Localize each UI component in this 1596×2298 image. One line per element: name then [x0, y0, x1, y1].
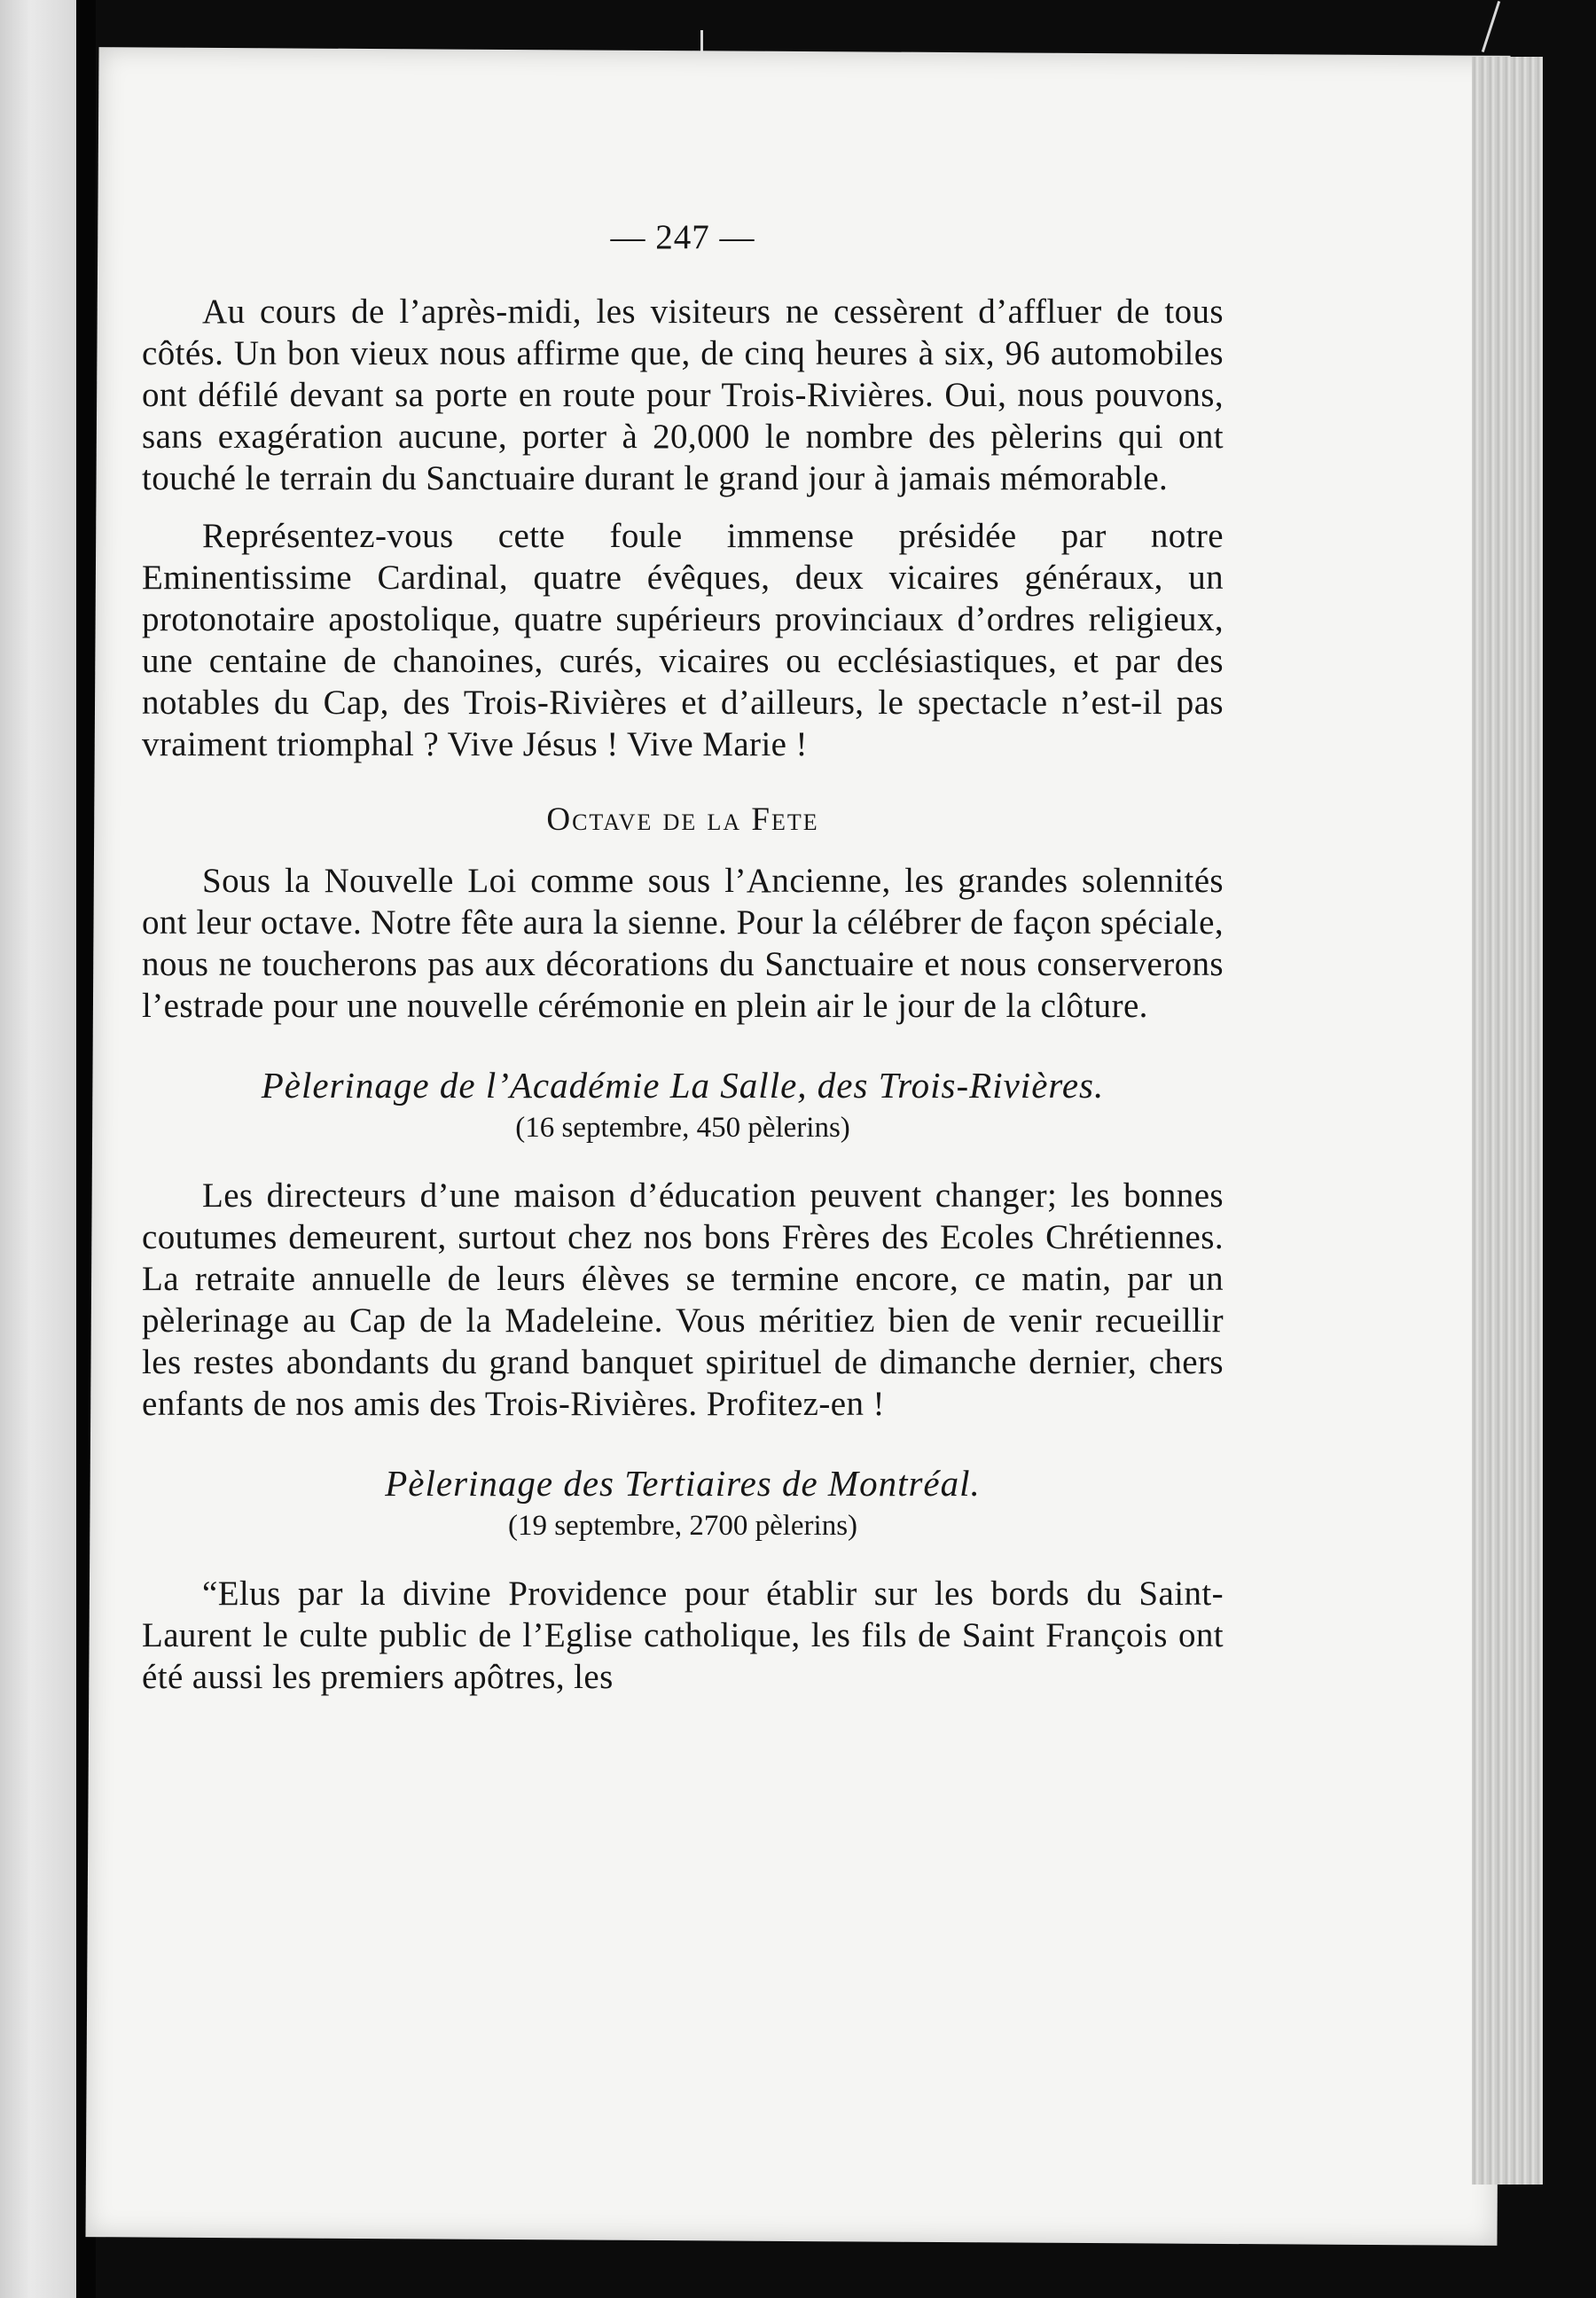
previous-page-edge	[0, 0, 76, 2298]
paragraph: Les directeurs d’une maison d’éducation peuvent changer; les bonnes coutumes demeurent, surtout chez nos bons Frères des Ecoles Chrétiennes. La retraite annuelle de leurs élèves se termine encore, ce matin, par un pèlerinage au Cap de la Madeleine. Vous méritiez bien de venir recueillir les restes abondants du grand banquet spirituel de dimanche dernier, chers enfants de nos amis des Trois-Rivières. Profitez-en !	[142, 1176, 1224, 1423]
section-heading: Octave de la Fete	[546, 801, 819, 838]
paragraph: Au cours de l’après-midi, les visiteurs ne cessèrent d’affluer de tous côtés. Un bon vieux nous affirme que, de cinq heures à six, 96 automobiles ont défilé devant sa porte en route pour Trois-Rivières. Oui, nous pouvons, sans exagération aucune, porter à 20,000 le nombre des pèlerins qui ont touché le terrain du Sanctuaire durant le grand jour à jamais mémorable.	[142, 293, 1224, 497]
pilgrimage-detail: (16 septembre, 450 pèlerins)	[515, 1112, 850, 1144]
pilgrimage-title: Pèlerinage de l’Académie La Salle, des Trois-Rivières.	[261, 1065, 1105, 1106]
paragraph: Représentez-vous cette foule immense présidée par notre Eminentissime Cardinal, quatre évêques, deux vicaires généraux, un protonotaire apostolique, quatre supérieurs provinciaux d’ordres religieux, une centaine de chanoines, curés, vicaires ou ecclésiastiques, et par des notables du Cap, des Trois-Rivières et d’ailleurs, le spectacle n’est-il pas vraiment triomphal ? Vive Jésus ! Vive Marie !	[142, 517, 1224, 763]
pilgrimage-detail: (19 septembre, 2700 pèlerins)	[507, 1510, 858, 1542]
page-number: — 247 —	[610, 218, 755, 256]
paragraph: Sous la Nouvelle Loi comme sous l’Ancienne, les grandes solennités ont leur octave. Notre fête aura la sienne. Pour la célébrer de façon spéciale, nous ne toucherons pas aux décorations du Sanctuaire et nous conserverons l’estrade pour une nouvelle cérémonie en plein air le jour de la clôture.	[142, 862, 1224, 1025]
page-text	[142, 217, 1224, 1714]
page-stack-edge	[1472, 57, 1543, 2185]
paragraph: “Elus par la divine Providence pour établir sur les bords du Saint-Laurent le culte public de l’Eglise catholique, les fils de Saint François ont été aussi les premiers apôtres, les	[142, 1575, 1224, 1696]
film-frame-mark	[1482, 1, 1500, 52]
pilgrimage-title: Pèlerinage des Tertiaires de Montréal.	[385, 1463, 981, 1504]
